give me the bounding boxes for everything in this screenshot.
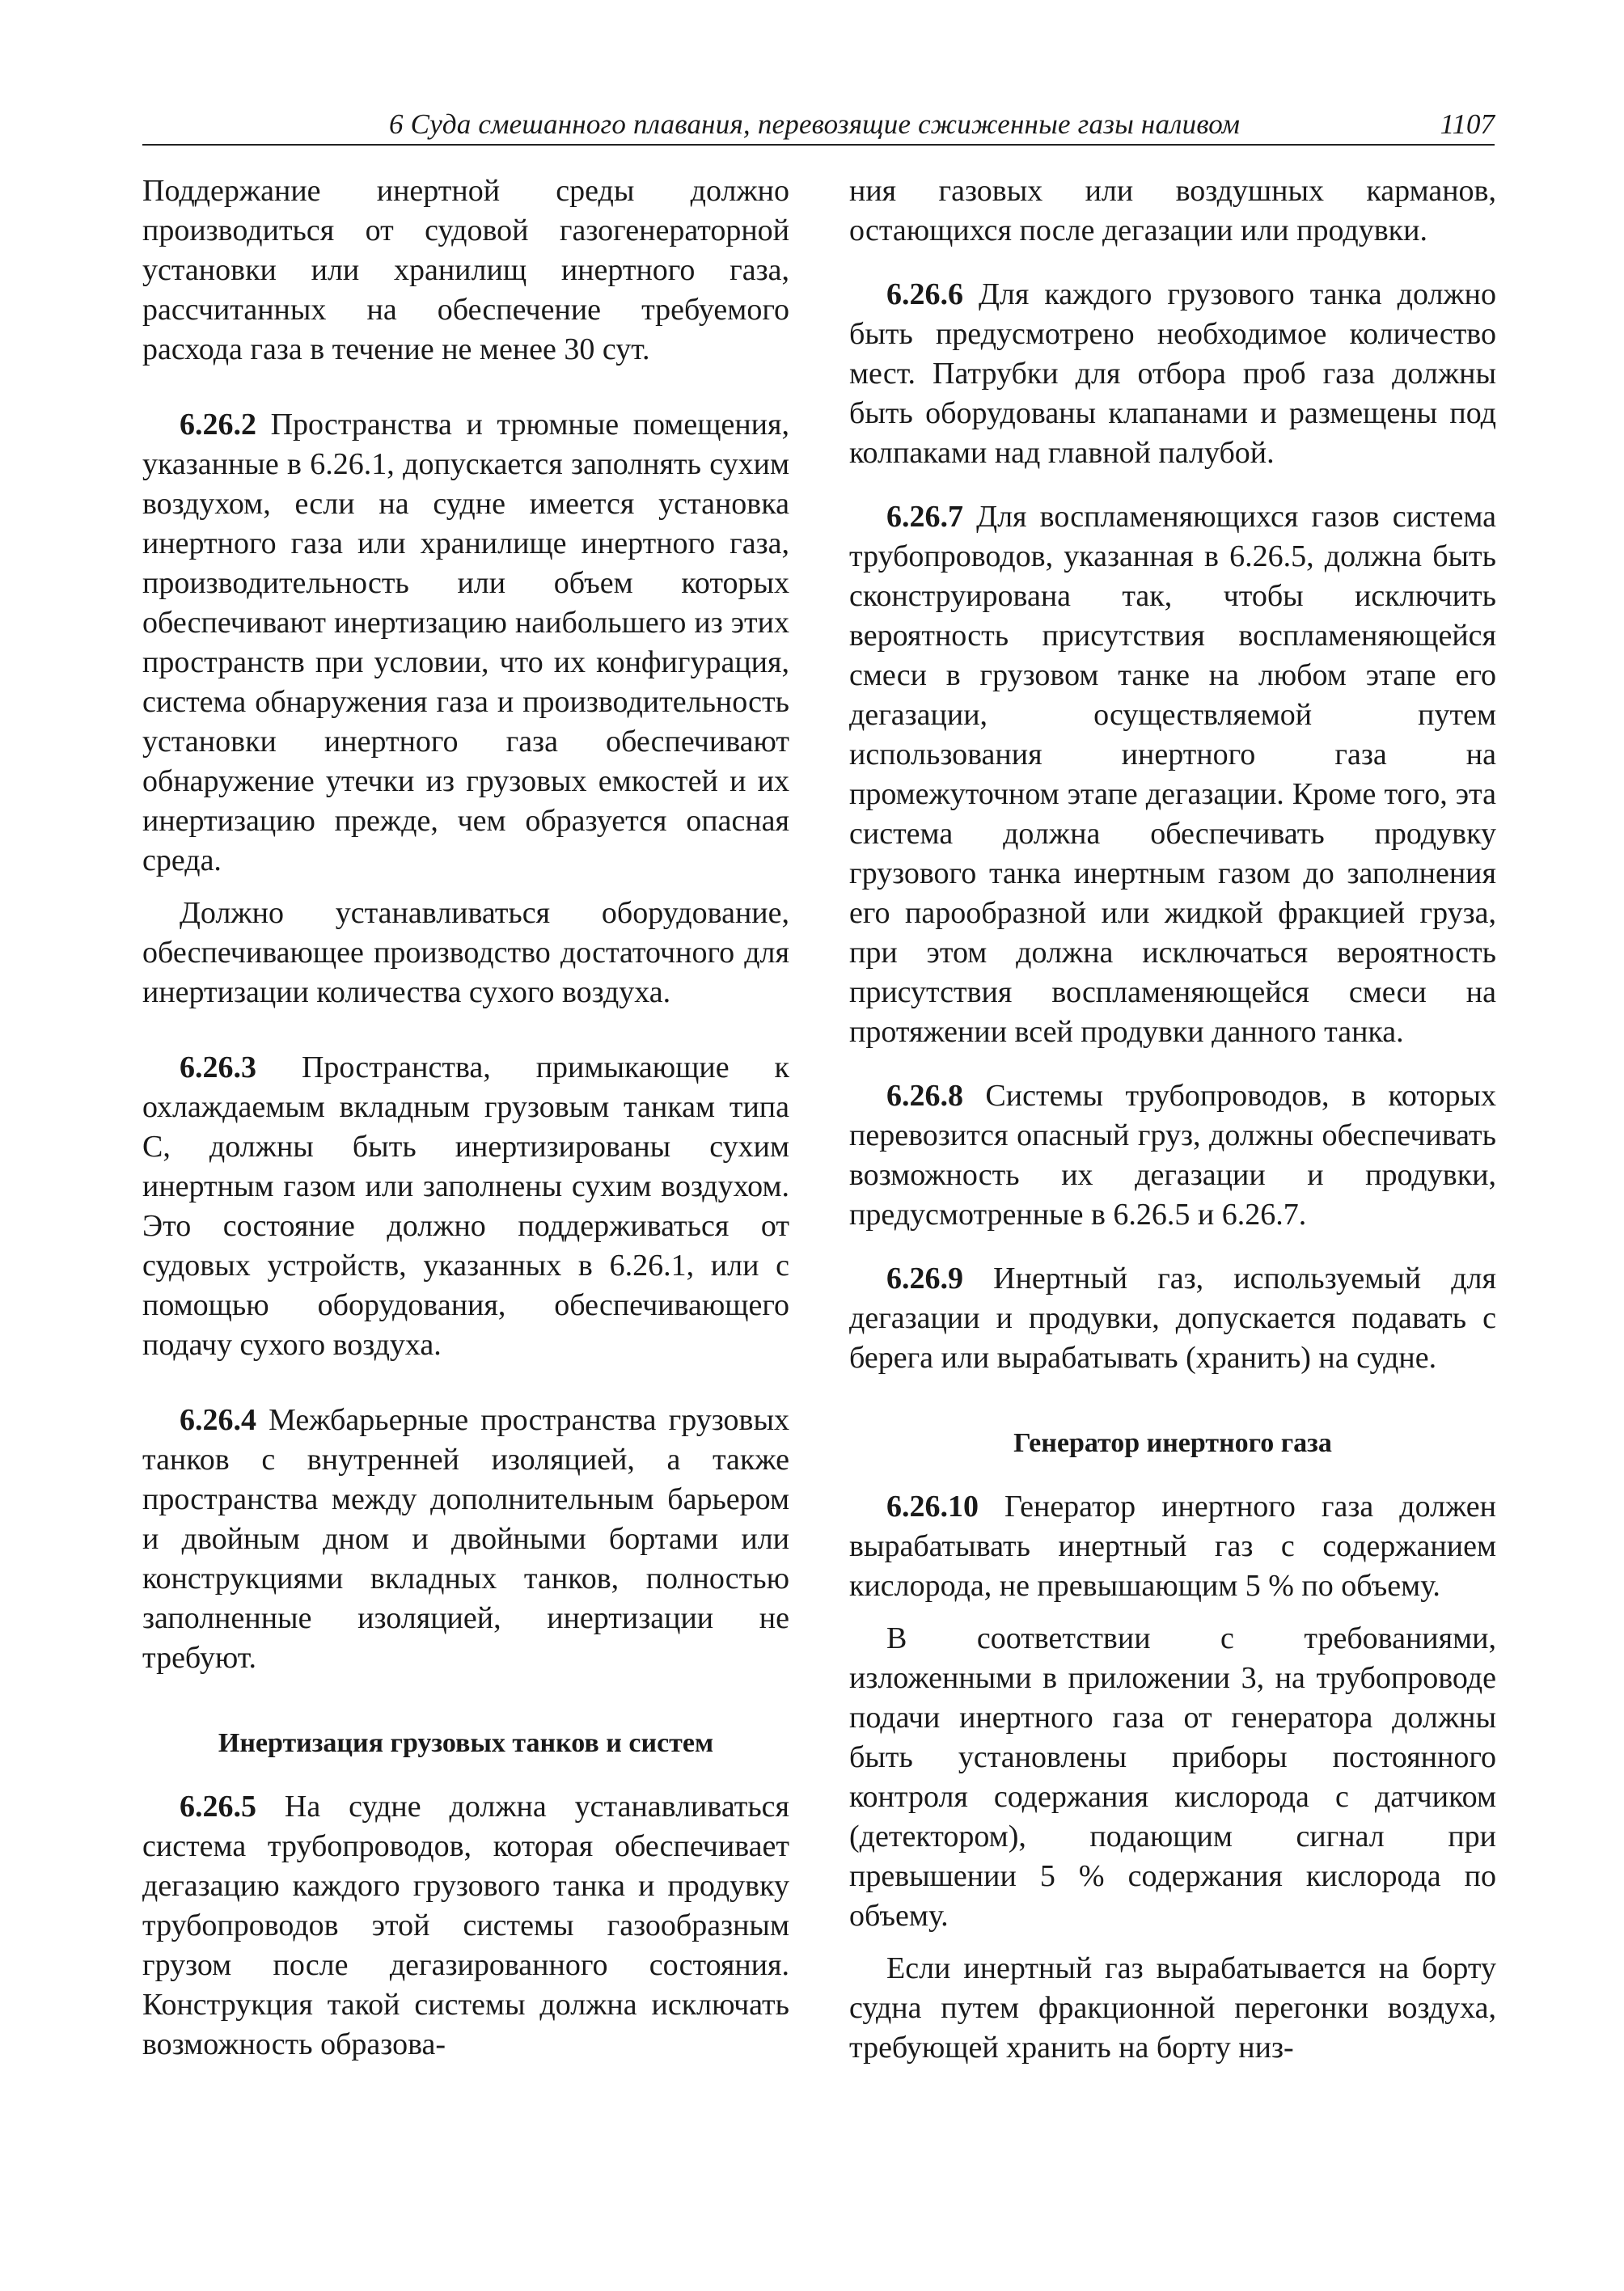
clause-text: Пространства, примыкающие к охлаждаемым вкладным грузовым танкам типа С, должны быть инертизированы сухим инертным газом или заполнены сухим воздухом. Это состояние должно поддерживаться от судовых устройств, указанных в 6.26.1, или с помощью оборудования, обеспечивающего подачу сухого воздуха. [142, 1050, 789, 1362]
clause-number: 6.26.9 [886, 1262, 963, 1296]
clause-number: 6.26.5 [180, 1790, 256, 1824]
right-column [849, 171, 1496, 2068]
paragraph-6-26-10-continued-2: Если инертный газ вырабатывается на борту судна путем фракционной перегонки воздуха, требующей хранить на борту низ- [849, 1951, 1496, 2065]
clause-number: 6.26.8 [886, 1079, 963, 1113]
paragraph-6-26-5-continued: ния газовых или воздушных карманов, остающихся после дегазации или продувки. [849, 174, 1496, 247]
clause-text: Генератор инертного газа должен вырабатывать инертный газ с содержанием кислорода, не превышающим 5 % по объему. [849, 1490, 1496, 1603]
paragraph-6-26-2-continued: Должно устанавливаться оборудование, обеспечивающее производство достаточного для инертизации количества сухого воздуха. [142, 896, 789, 1009]
paragraph-6-26-4 [142, 1401, 789, 1678]
paragraph-6-26-2 [142, 405, 789, 881]
paragraph-6-26-10-continued-1: В соответствии с требованиями, изложенными в приложении 3, на трубопроводе подачи инертного газа от генератора должны быть установлены приборы постоянного контроля содержания кислорода с датчиком (детектором), подающим сигнал при превышении 5 % содержания кислорода по объему. [849, 1621, 1496, 1933]
clause-text: Системы трубопроводов, в которых перевозится опасный груз, должны обеспечивать возможность их дегазации и продувки, предусмотренные в 6.26.5 и 6.26.7. [849, 1079, 1496, 1232]
clause-text: Инертный газ, используемый для дегазации и продувки, допускается подавать с берега или вырабатывать (хранить) на судне. [849, 1262, 1496, 1375]
paragraph-6-26-9 [849, 1259, 1496, 1378]
left-column [142, 171, 789, 2065]
clause-text: Пространства и трюмные помещения, указанные в 6.26.1, допускается заполнять сухим воздухом, если на судне имеется установка инертного газа или хранилище инертного газа, производительность или объем которых обеспечивают инертизацию наибольшего из этих пространств при условии, что их конфигурация, система обнаружения газа и производительность установки инертного газа обеспечивают обнаружение утечки из грузовых емкостей и их инертизацию прежде, чем образуется опасная среда. [142, 408, 789, 877]
running-header [142, 105, 1495, 146]
paragraph-6-26-3 [142, 1048, 789, 1365]
clause-number: 6.26.6 [886, 277, 963, 311]
clause-number: 6.26.3 [180, 1050, 256, 1084]
page-number: 1107 [1440, 108, 1495, 140]
running-title: 6 Суда смешанного плавания, перевозящие сжиженные газы наливом [389, 108, 1241, 140]
clause-text: Для каждого грузового танка должно быть предусмотрено необходимое количество мест. Патрубки для отбора проб газа должны быть оборудованы клапанами и размещены под колпаками над главной палубой. [849, 277, 1496, 470]
section-heading-inertization: Инертизация грузовых танков и систем [218, 1728, 714, 1758]
clause-number: 6.26.7 [886, 500, 963, 534]
clause-text: Межбарьерные пространства грузовых танков с внутренней изоляцией, а также пространства между дополнительным барьером и двойным дном и двойными бортами или конструкциями вкладных танков, полностью заполненные изоляцией, инертизации не требуют. [142, 1403, 789, 1675]
clause-text: На судне должна устанавливаться система трубопроводов, которая обеспечивает дегазацию каждого грузового танка и продувку трубопроводов этой системы газообразным грузом после дегазированного состояния. Конструкция такой системы должна исключать возможность образова- [142, 1790, 789, 2061]
clause-number: 6.26.4 [180, 1403, 256, 1437]
paragraph-intro: Поддержание инертной среды должно производиться от судовой газогенераторной установки или хранилищ инертного газа, рассчитанных на обеспечение требуемого расхода газа в течение не менее 30 сут. [142, 174, 789, 366]
paragraph-6-26-8 [849, 1076, 1496, 1235]
clause-number: 6.26.10 [886, 1490, 979, 1524]
paragraph-6-26-7 [849, 497, 1496, 1052]
paragraph-6-26-5 [142, 1787, 789, 2065]
paragraph-6-26-10 [849, 1487, 1496, 1606]
section-heading-generator: Генератор инертного газа [1013, 1428, 1332, 1458]
clause-number: 6.26.2 [180, 408, 256, 442]
paragraph-6-26-6 [849, 275, 1496, 473]
clause-text: Для воспламеняющихся газов система трубопроводов, указанная в 6.26.5, должна быть сконструирована так, чтобы исключить вероятность присутствия воспламеняющейся смеси в грузовом танке на любом этапе его дегазации, осуществляемой путем использования инертного газа на промежуточном этапе дегазации. Кроме того, эта система должна обеспечивать продувку грузового танка инертным газом до заполнения его парообразной или жидкой фракцией груза, при этом должна исключаться вероятность присутствия воспламеняющейся смеси на протяжении всей продувки данного танка. [849, 500, 1496, 1049]
